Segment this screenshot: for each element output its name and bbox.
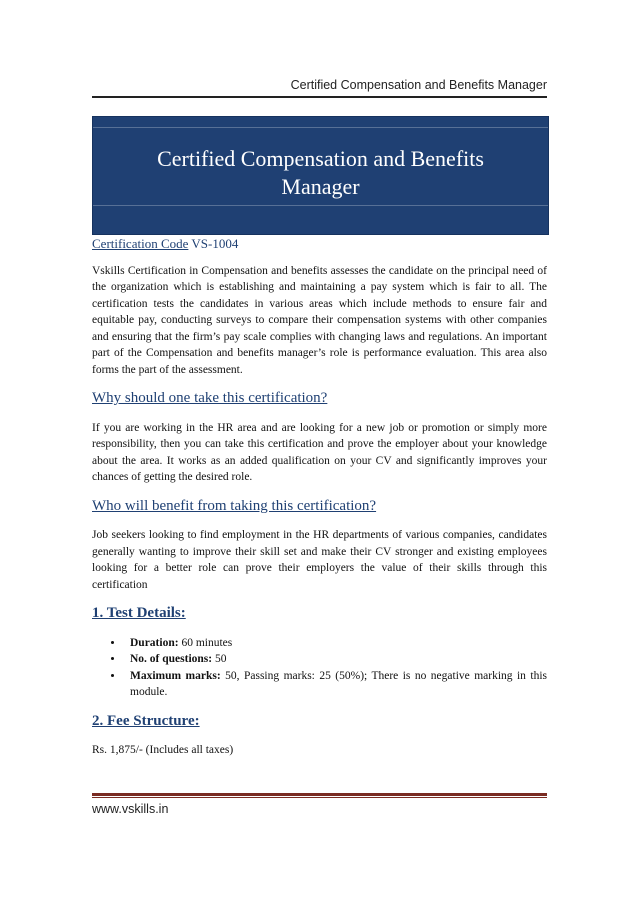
max-marks-label: Maximum marks:: [130, 669, 221, 682]
why-heading: Why should one take this certification?: [92, 390, 328, 406]
list-item: [124, 651, 547, 668]
footer-rule: [92, 793, 547, 796]
fee-heading: 2. Fee Structure:: [92, 712, 200, 729]
why-paragraph: If you are working in the HR area and are looking for a new job or promotion or simply more responsibility, then you can take this certification and prove the employer about your knowledge about the area. It works as an added qualification on your CV and significantly improves your chances of getting the desired role.: [92, 421, 547, 483]
title-line-2: Manager: [281, 174, 360, 199]
footer-url[interactable]: www.vskills.in: [92, 802, 169, 816]
list-item: [124, 635, 547, 652]
test-details-list: [92, 635, 547, 701]
certification-code: [92, 236, 547, 253]
banner-rule-bottom: [93, 205, 548, 206]
duration-label: Duration:: [130, 636, 179, 649]
questions-value: 50: [212, 653, 227, 665]
footer-rule-thin: [92, 797, 547, 798]
test-details-heading: 1. Test Details:: [92, 605, 186, 621]
duration-value: 60 minutes: [178, 636, 233, 649]
title-line-1: Certified Compensation and Benefits: [157, 146, 484, 171]
who-paragraph: Job seekers looking to find employment in the HR departments of various companies, candidates generally wanting to improve their skill set and make their CV stronger and existing employees looking for a better role can prove their employers the value of their skills through this certification: [92, 529, 547, 591]
main-content: [92, 236, 547, 771]
questions-label: No. of questions:: [130, 653, 213, 665]
list-item: [124, 668, 547, 701]
certification-code-label: Certification Code: [92, 236, 189, 251]
running-header: Certified Compensation and Benefits Manager: [290, 78, 547, 92]
intro-paragraph: Vskills Certification in Compensation and benefits assesses the candidate on the principal need of the organization which is establishing and maintaining a pay system which is fair to all. The certification tests the candidates in various areas which include methods to ensure fair and equitable pay, conducting surveys to compare their compensation systems with other companies and ensuring that the firm’s pay scale complies with changing laws and regulations. An important part of the Compensation and benefits manager’s role is performance evaluation. This area also forms the part of the assessment.: [92, 264, 547, 376]
page-title: [93, 145, 548, 201]
header-rule: [92, 96, 547, 98]
title-banner: [92, 116, 549, 235]
certification-code-value: VS-1004: [191, 236, 239, 251]
who-heading: Who will benefit from taking this certification?: [92, 497, 377, 514]
fee-text: Rs. 1,875/- (Includes all taxes): [92, 744, 234, 756]
max-marks-value: 50, Passing marks: 25 (50%); There is no negative marking in this module.: [130, 669, 547, 698]
banner-rule-top: [93, 127, 548, 128]
